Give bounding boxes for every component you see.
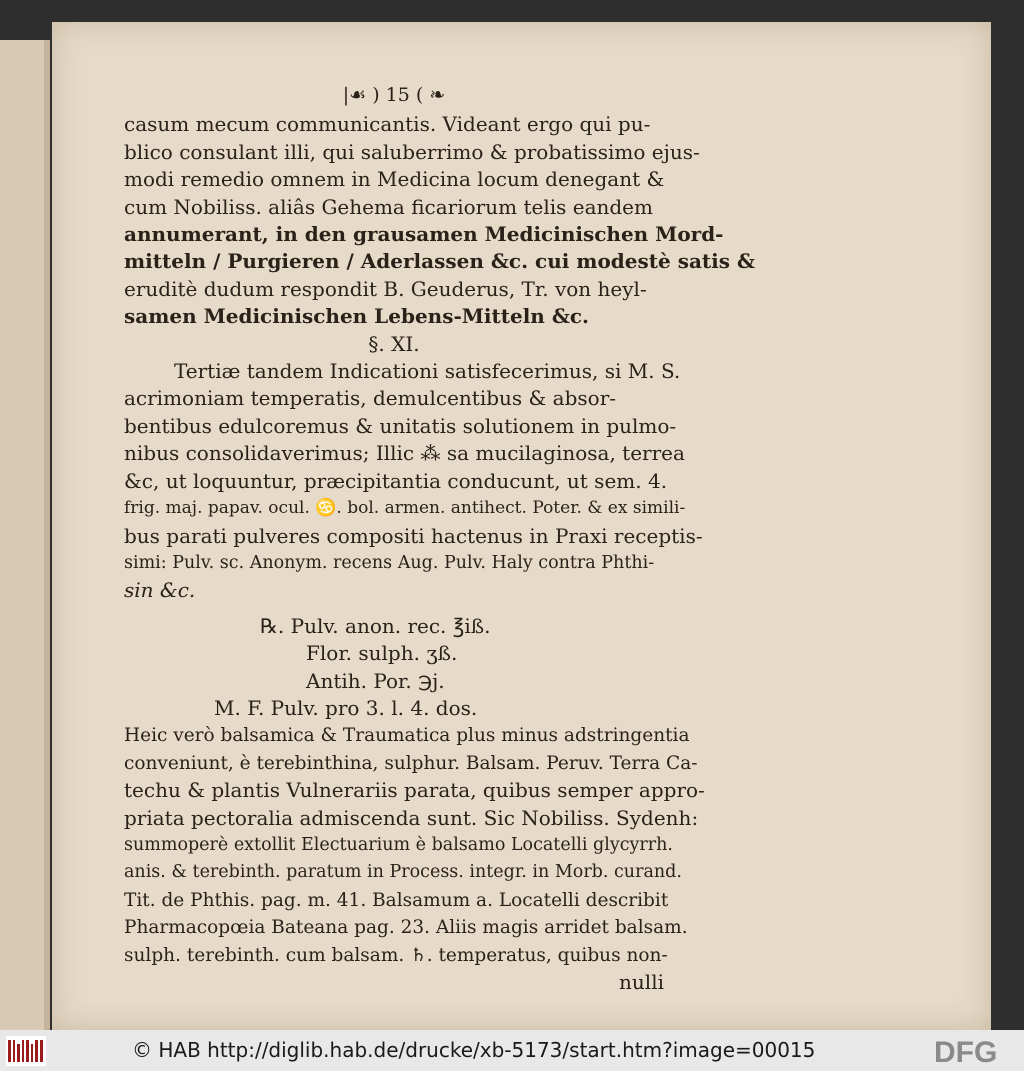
text-line: casum mecum communicantis. Videant ergo qui pu-	[124, 112, 651, 137]
text-line: cum Nobiliss. aliâs Gehema ficariorum telis eandem	[124, 194, 653, 219]
text-line: techu & plantis Vulnerariis parata, quibus semper appro-	[124, 778, 705, 803]
text-line: bus parati pulveres compositi hactenus in Praxi receptis-	[124, 523, 703, 548]
text-line: priata pectoralia admiscenda sunt. Sic Nobiliss. Sydenh:	[124, 805, 699, 830]
page-text-block	[124, 82, 756, 996]
section-heading: §. XI.	[368, 331, 420, 356]
scanned-page	[52, 22, 991, 1030]
text-line: samen Medicinischen Lebens-Mitteln &c.	[124, 304, 590, 329]
text-line: Tit. de Phthis. pag. m. 41. Balsamum a. Locatelli describit	[124, 889, 669, 911]
text-line: bentibus edulcoremus & unitatis solutionem in pulmo-	[124, 413, 677, 438]
recipe-line: ℞. Pulv. anon. rec. ℥iß.	[260, 613, 491, 638]
text-line: nibus consolidaverimus; Illic ⁂ sa mucilaginosa, terrea	[124, 441, 685, 466]
page-header: |☙ ) 15 ( ❧	[342, 84, 446, 106]
text-line: Pharmacopœia Bateana pag. 23. Aliis magis arridet balsam.	[124, 917, 688, 939]
recipe-line: M. F. Pulv. pro 3. l. 4. dos.	[214, 695, 478, 720]
recipe-line: Flor. sulph. ʒß.	[306, 641, 458, 666]
catchword: nulli	[619, 970, 664, 994]
text-line: frig. maj. papav. ocul. ♋. bol. armen. antihect. Poter. & ex simili-	[124, 498, 686, 519]
text-line: acrimoniam temperatis, demulcentibus & absor-	[124, 386, 617, 411]
text-line: Tertiæ tandem Indicationi satisfecerimus, si M. S.	[174, 359, 681, 384]
page-fold-shadow	[44, 40, 50, 1030]
copyright-text: © HAB http://diglib.hab.de/drucke/xb-5173/start.htm?image=00015	[132, 1038, 816, 1062]
recipe-line: Antih. Por. ℈j.	[306, 668, 445, 693]
footer-bar	[0, 1030, 1024, 1071]
text-line: eruditè dudum respondit B. Geuderus, Tr. von heyl-	[124, 276, 647, 301]
text-line: Heic verò balsamica & Traumatica plus minus adstringentia	[124, 725, 690, 747]
text-line: blico consulant illi, qui saluberrimo & probatissimo ejus-	[124, 139, 700, 164]
text-line: mitteln / Purgieren / Aderlassen &c. cui modestè satis &	[124, 249, 756, 274]
text-line: conveniunt, è terebinthina, sulphur. Balsam. Peruv. Terra Ca-	[124, 752, 698, 774]
previous-page-edge	[0, 40, 48, 1030]
dfg-logo-icon	[934, 1037, 1018, 1065]
text-line: summoperè extollit Electuarium è balsamo Locatelli glycyrrh.	[124, 834, 673, 855]
text-line: sulph. terebinth. cum balsam. ♄. temperatus, quibus non-	[124, 944, 668, 966]
text-line: modi remedio omnem in Medicina locum denegant &	[124, 167, 665, 192]
text-line: sin &c.	[124, 578, 196, 603]
svg-text:DFG: DFG	[934, 1037, 998, 1065]
text-line: &c, ut loquuntur, præcipitantia conducunt, ut sem. 4.	[124, 468, 668, 493]
text-line: simi: Pulv. sc. Anonym. recens Aug. Pulv. Haly contra Phthi-	[124, 552, 655, 573]
hab-barcode-logo-icon	[6, 1036, 46, 1066]
text-line: anis. & terebinth. paratum in Process. integr. in Morb. curand.	[124, 862, 682, 883]
text-line: annumerant, in den grausamen Medicinischen Mord-	[124, 222, 724, 247]
